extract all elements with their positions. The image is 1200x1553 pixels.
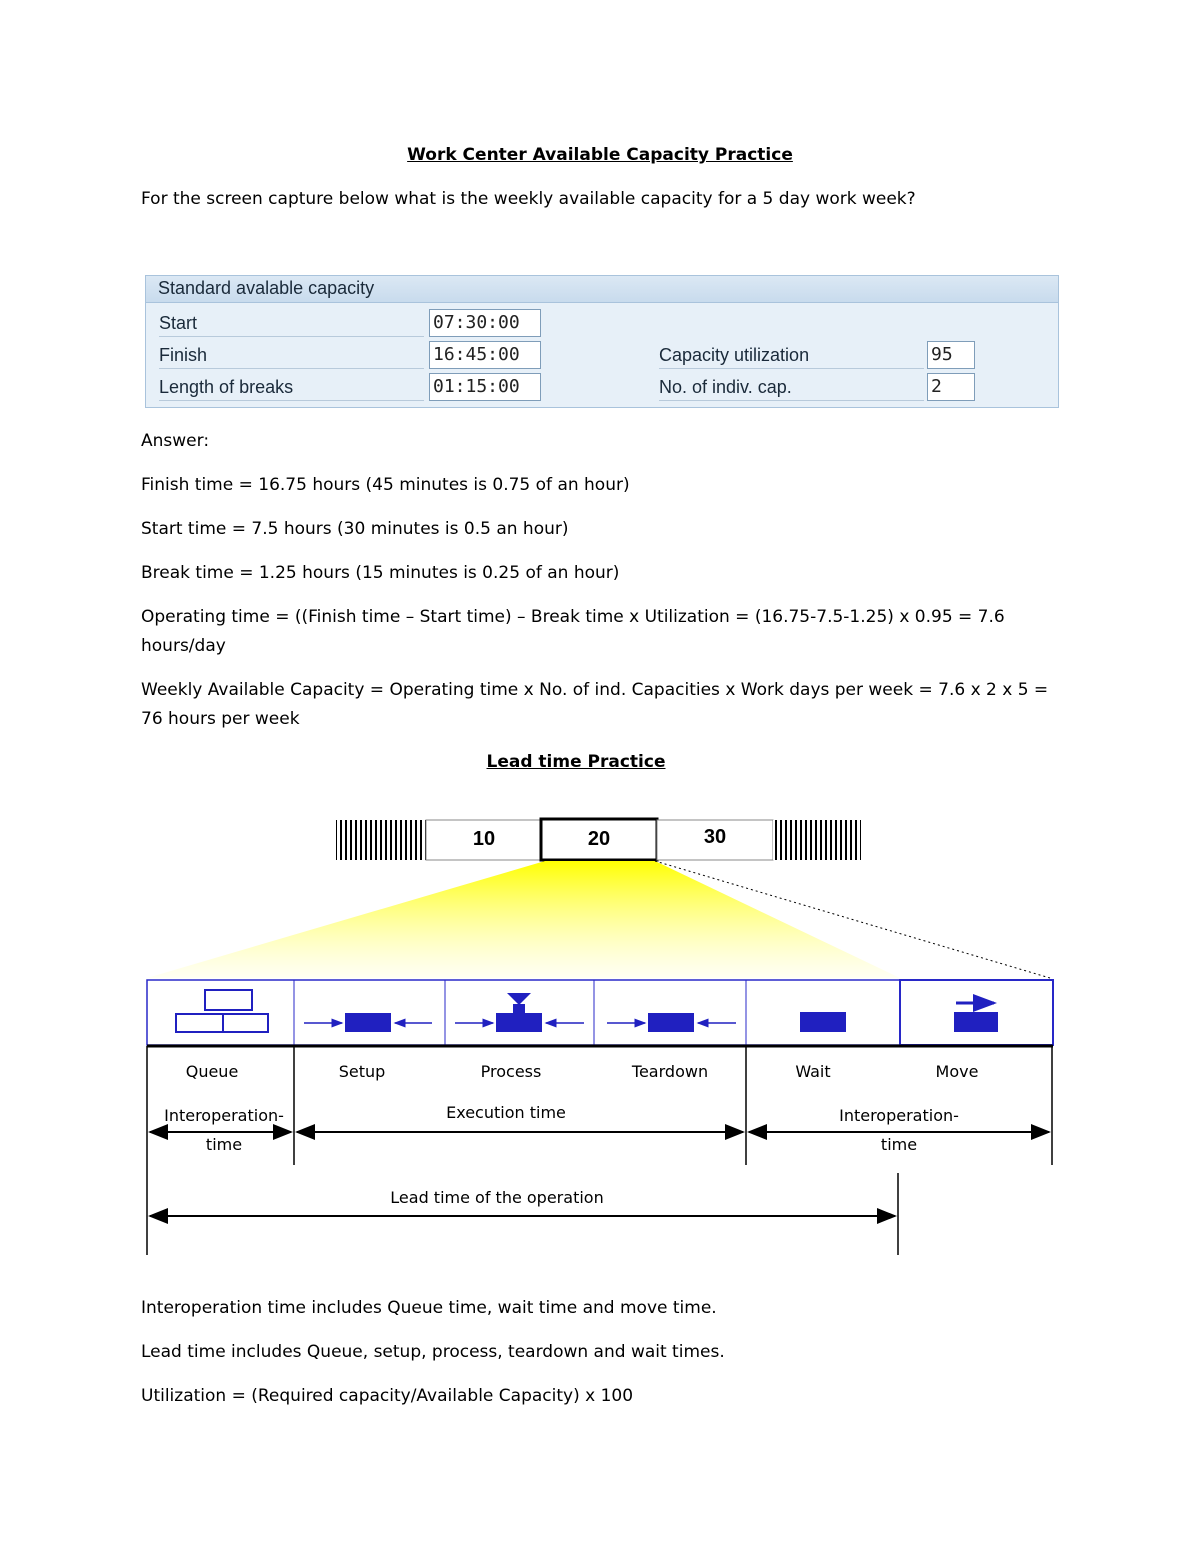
finish-label: Finish <box>159 342 424 369</box>
note-lead-time: Lead time includes Queue, setup, process, teardown and wait times. <box>141 1342 725 1362</box>
finish-field[interactable]: 16:45:00 <box>429 341 541 369</box>
op-label-10: 10 <box>472 828 496 850</box>
stage-label-setup: Setup <box>338 1062 386 1081</box>
start-field[interactable]: 07:30:00 <box>429 309 541 337</box>
interop-left-line2: time <box>205 1135 243 1154</box>
sap-panel-title: Standard avalable capacity <box>158 278 375 298</box>
utilization-label: Capacity utilization <box>659 342 924 369</box>
hatched-right-block <box>773 820 861 860</box>
answer-finish: Finish time = 16.75 hours (45 minutes is 0.75 of an hour) <box>141 475 630 495</box>
hatched-left-block <box>336 820 426 860</box>
sap-capacity-panel <box>145 275 1059 408</box>
stage-label-queue: Queue <box>185 1062 239 1081</box>
lead-time-label: Lead time of the operation <box>390 1188 604 1207</box>
indiv-cap-label: No. of indiv. cap. <box>659 374 924 401</box>
op-label-30: 30 <box>703 826 727 848</box>
breaks-label: Length of breaks <box>159 374 424 401</box>
stage-label-teardown: Teardown <box>631 1062 709 1081</box>
interop-left-line1: Interoperation- <box>164 1106 284 1125</box>
answer-operating: Operating time = ((Finish time – Start time) – Break time x Utilization = (16.75-7.5-1.25) x 0.95 = 7.6 hours/day <box>141 607 1005 656</box>
indiv-cap-field[interactable]: 2 <box>927 373 975 401</box>
stage-label-process: Process <box>480 1062 542 1081</box>
lead-time-title: Lead time Practice <box>486 752 666 772</box>
answer-start: Start time = 7.5 hours (30 minutes is 0.5 an hour) <box>141 519 569 539</box>
sap-panel-header <box>146 276 1058 303</box>
start-label: Start <box>159 310 424 337</box>
stage-label-wait: Wait <box>795 1062 831 1081</box>
interop-right-line2: time <box>880 1135 918 1154</box>
breaks-field[interactable]: 01:15:00 <box>429 373 541 401</box>
answer-break: Break time = 1.25 hours (15 minutes is 0.25 of an hour) <box>141 563 620 583</box>
answer-heading: Answer: <box>141 431 210 451</box>
note-utilization: Utilization = (Required capacity/Available Capacity) x 100 <box>141 1386 634 1406</box>
stage-label-move: Move <box>935 1062 979 1081</box>
wait-icon <box>800 1012 846 1032</box>
page-title: Work Center Available Capacity Practice <box>407 145 793 165</box>
utilization-field[interactable]: 95 <box>927 341 975 369</box>
stage-strip <box>147 980 1053 1045</box>
op-label-20: 20 <box>587 828 611 850</box>
lead-time-diagram <box>0 800 1200 1270</box>
note-interoperation: Interoperation time includes Queue time, wait time and move time. <box>141 1298 717 1318</box>
answer-weekly: Weekly Available Capacity = Operating time x No. of ind. Capacities x Work days per week = 7.6 x 2 x 5 = 76 hours per week <box>141 680 1049 729</box>
execution-time-label: Execution time <box>446 1103 566 1122</box>
zoom-cone <box>147 861 900 978</box>
question-text: For the screen capture below what is the weekly available capacity for a 5 day work week? <box>141 189 916 209</box>
interop-right-line1: Interoperation- <box>839 1106 959 1125</box>
